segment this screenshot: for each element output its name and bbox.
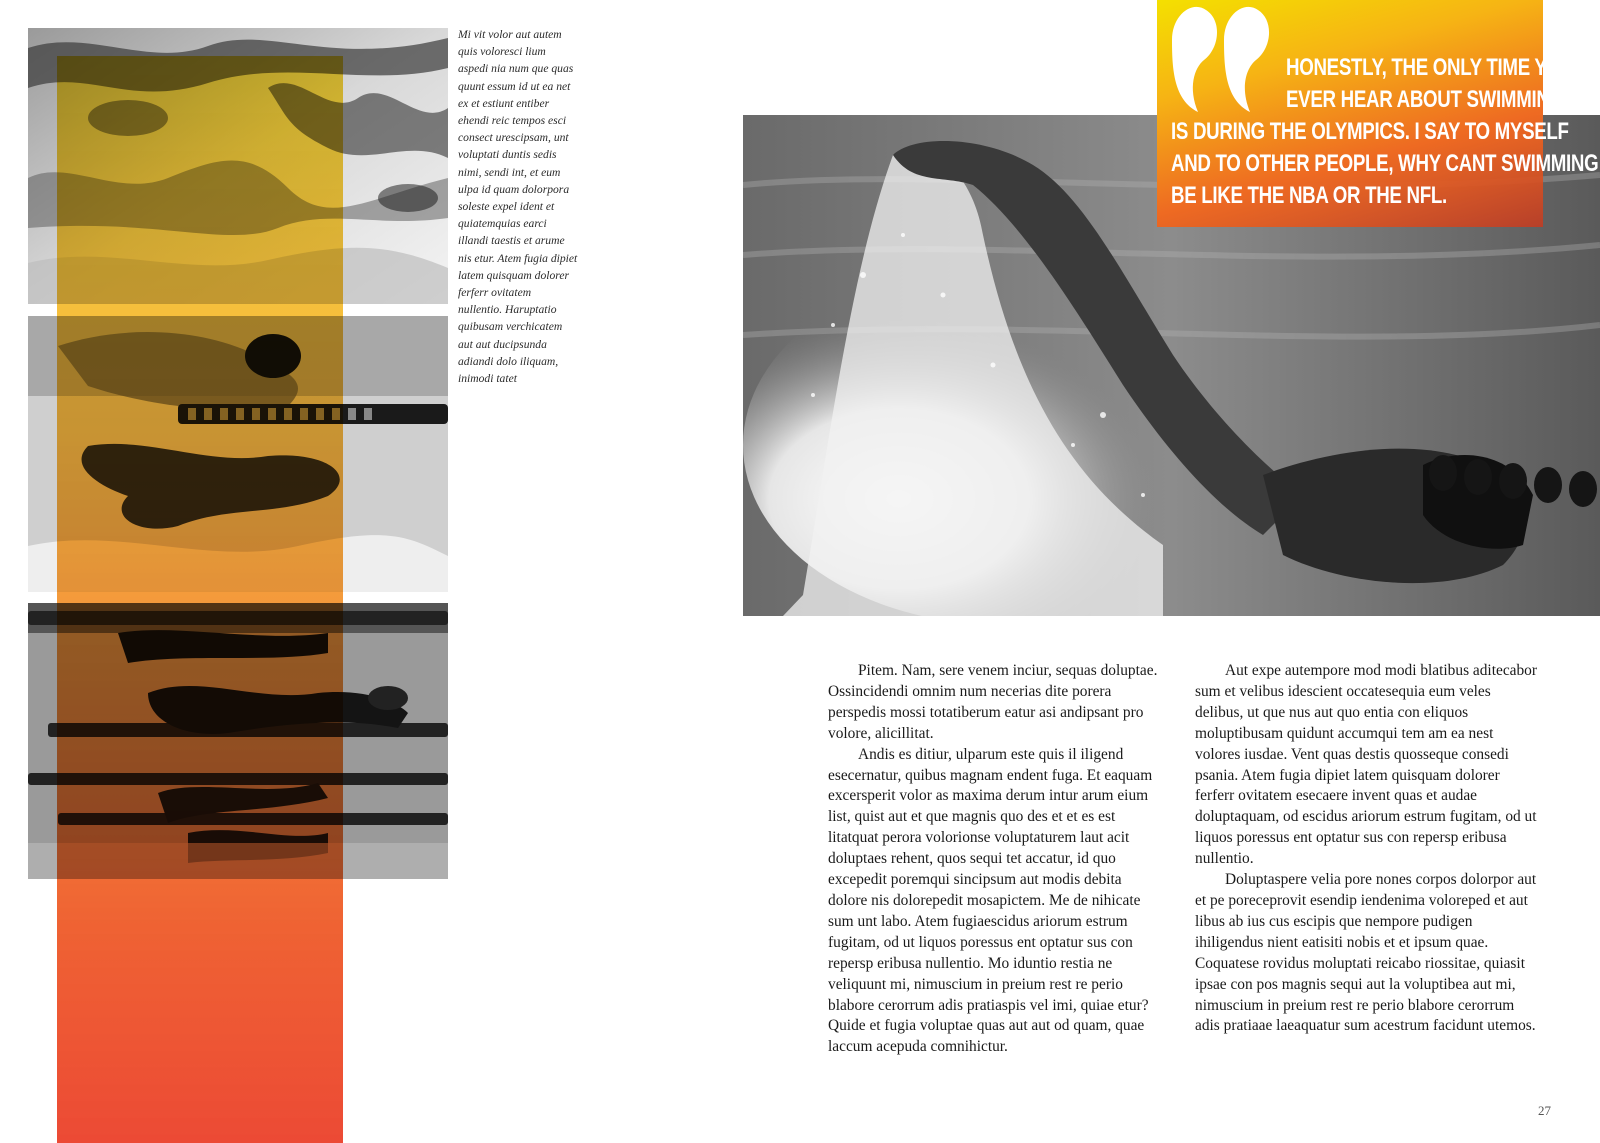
pull-quote-line: EVER HEAR ABOUT SWIMMING bbox=[1286, 86, 1564, 113]
pull-quote-line: HONESTLY, THE ONLY TIME YOU bbox=[1286, 54, 1575, 81]
page-number: 27 bbox=[1538, 1103, 1551, 1118]
body-paragraph: Pitem. Nam, sere venem inciur, sequas doluptae. Ossincidendi omnim num necerias dite porera perspedis mossi totatiberum eatur asi andipsant pro volore, alicillitat. bbox=[828, 662, 1158, 742]
quote-mark-icon bbox=[1164, 0, 1274, 120]
pull-quote-line: BE LIKE THE NBA OR THE NFL. bbox=[1171, 182, 1447, 209]
sidebar-caption: Mi vit volor aut autem quis voloresci lium aspedi nia num que quas quunt essum id ut ea net ex et estiunt entiber ehendi reic tempos esci consect urescipsam, unt voluptati duntis sedis nimi, sendi int, et eum ulpa id quam dolorpora soleste expel ident et quiatemquias earci illandi taestis et arume nis etur. Atem fugia dipiet latem quisquam dolorer ferferr ovitatem nullentio. Haruptatio quibusam verchicatem aut aut ducipsunda adiandi dolo iliquam, inimodi tatet bbox=[458, 28, 578, 386]
body-paragraph: Aut expe autempore mod modi blatibus aditecabor sum et velibus idescient occatesequia eum veles delibus, ut que nus aut quo entia con eliquos moluptibusam quidunt accumqui tem am ea nest volores iusdae. Vent quas destis quosseque consedi psania. Atem fugia dipiet latem quisquam dolorer ferferr ovitatem esecaere invent quas et audae doluptaquam, od escidus ariorum estrum fugitam, od ut liquos poressus ent optatur sus con repersp eribusa nullentio. bbox=[1195, 662, 1537, 868]
orange-gradient-band bbox=[57, 56, 343, 1143]
pull-quote-line: IS DURING THE OLYMPICS. I SAY TO MYSELF bbox=[1171, 118, 1569, 145]
pull-quote-line: AND TO OTHER PEOPLE, WHY CANT SWIMMING bbox=[1171, 150, 1599, 177]
body-column-right bbox=[1195, 661, 1540, 1037]
body-column-left bbox=[828, 661, 1164, 1058]
body-paragraph: Doluptaspere velia pore nones corpos dolorpor aut et pe poreceprovit esendip iendenima voloreped et aut libus ab ius cus escipis que nempore pudigen ihiligendus nient eatisiti nobis et et ipsum quae. Coquatese rovidus moluptati reicabo riossitae, quiasit ipsae con pos magnis sequi aut la voluptibea aut mi, nimuscium in preium rest re perio blabore cerorrum adis pratiaae laeaquatur sum acestrum facidunt utemos. bbox=[1195, 871, 1537, 1035]
body-paragraph: Andis es ditiur, ulparum este quis il iligend esecernatur, quibus magnam endent fuga. Et eaquam excersperit volor as maxima derum intur arum eium list, quist aut et que magnis quo des et et es est litatquat perora volorionse voluptaturem laut acit doluptaes rehent, quos sequi tet accatur, id quo excepedit poremqui sincipsum aut modis debita dolore nis dolorepedit mosapictem. Me de nihicate sum unt labo. Atem fugiaescidus ariorum estrum fugitam, od ut liquos poressus ent optatur sus con repersp eribusa nullentio. Mo iduntio restia ne veliquunt mi, nimuscium in preium rest re perio blabore cerorrum adis pratiaspis vel imi, quiae etur? Quide et fugia voluptae quas aut aut od quam, quae laccum acepuda comnihictur. bbox=[828, 745, 1153, 1056]
